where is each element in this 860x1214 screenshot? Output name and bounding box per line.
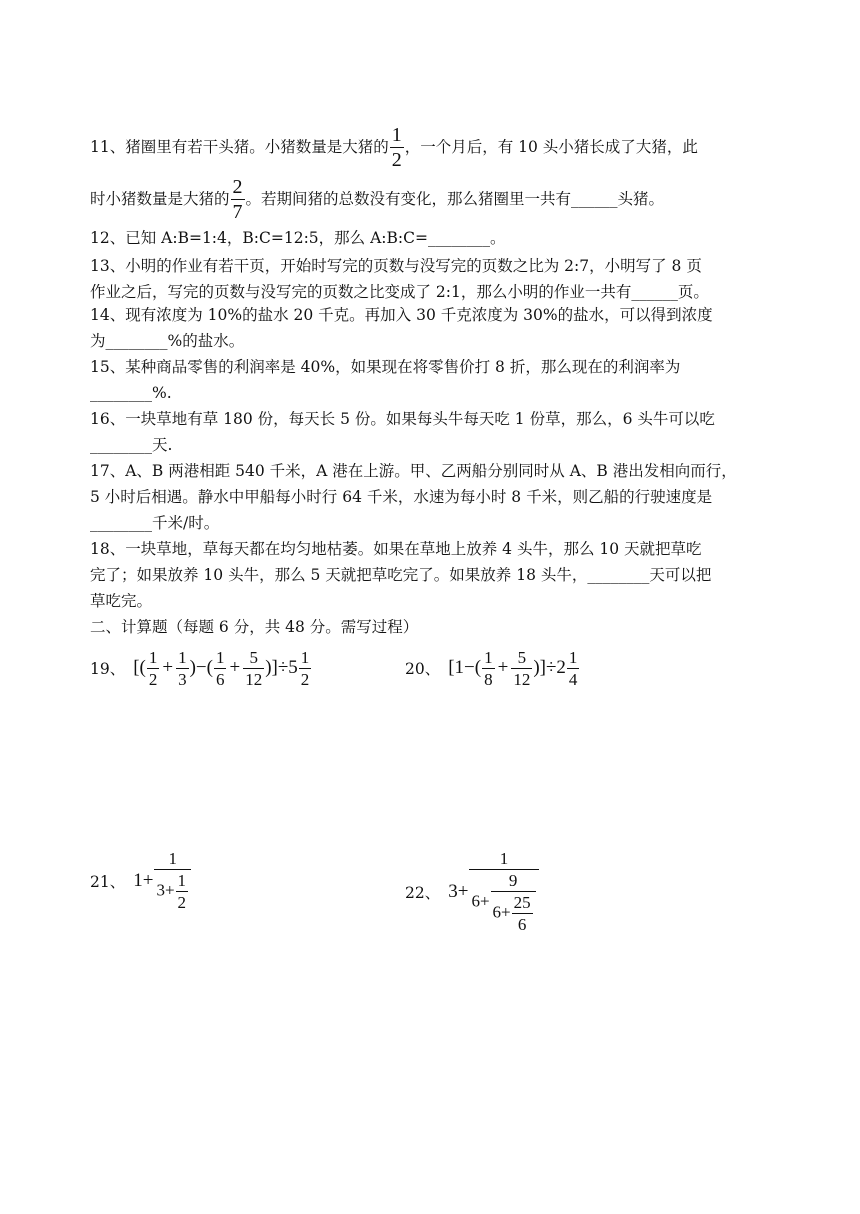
q22-l3-den: 6: [512, 913, 533, 933]
q20-label: 20、: [405, 660, 441, 678]
q11-fraction-1: [390, 125, 404, 170]
q20-fraction-b: [511, 649, 532, 688]
q22-l2-lead: 6+: [471, 891, 490, 911]
q19-label: 19、: [90, 660, 126, 678]
question-17-line-3: ________千米/时。: [90, 514, 220, 532]
q22-level-2-fraction: [491, 872, 536, 933]
q22-l3-num: 25: [513, 893, 531, 912]
q11-text-1: 11、猪圈里有若干头猪。小猪数量是大猪的: [90, 138, 389, 156]
question-15-line-2: ________%.: [90, 384, 172, 402]
q22-l2-num: 9: [508, 871, 518, 890]
question-14-line-2: 为________%的盐水。: [90, 332, 245, 350]
q19-c-num: 1: [215, 647, 225, 667]
q22-level-3-fraction: [512, 894, 533, 933]
section-2-title: 二、计算题（每题 6 分，共 48 分。需写过程）: [90, 618, 419, 636]
q20-a-den: 8: [484, 669, 493, 689]
q21-den-lead: 3+: [156, 880, 175, 900]
q19-fraction-b: [176, 649, 189, 688]
question-14-line-1: 14、现有浓度为 10%的盐水 20 千克。再加入 30 千克浓度为 30%的盐水，可以得到浓度: [90, 306, 713, 324]
q20-b-num: 5: [517, 647, 527, 667]
q22-l2-den: [491, 891, 536, 933]
q19-fraction-f: [299, 649, 312, 688]
question-11-line-2: [90, 176, 664, 222]
q11-text-4: 。若期间猪的总数没有变化，那么猪圈里一共有______头猪。: [245, 190, 665, 208]
q21-denominator: [154, 869, 191, 911]
question-16-line-1: 16、一块草地有草 180 份，每天长 5 份。如果每头牛每天吃 1 份草，那么，6 头牛可以吃: [90, 410, 715, 428]
question-15-line-1: 15、某种商品零售的利润率是 40%，如果现在将零售价打 8 折，那么现在的利润率为: [90, 358, 681, 376]
question-18-line-3: 草吃完。: [90, 592, 153, 610]
q19-mid: )−(: [189, 657, 213, 678]
q21-inner-den: 2: [177, 893, 187, 912]
q20-fraction-f: [567, 649, 580, 688]
q19-b-den: 3: [178, 669, 187, 689]
q22-label: 22、: [405, 883, 441, 902]
question-13-line-1: 13、小明的作业有若干页，开始时写完的页数与没写完的页数之比为 2:7，小明写了 8 页: [90, 257, 702, 275]
q21-inner-num: 1: [177, 871, 187, 890]
question-12: 12、已知 A:B=1:4，B:C=12:5，那么 A:B:C=________。: [90, 229, 506, 247]
q22-lead: 3+: [448, 880, 469, 902]
q11-frac2-numerator: 2: [232, 175, 243, 198]
q19-e-num: 5: [249, 647, 258, 667]
q20-b-den: 12: [513, 669, 531, 689]
q20-f-num: 1: [568, 647, 578, 667]
q11-frac2-denominator: 7: [232, 200, 243, 223]
q19-fraction-a: [147, 649, 160, 688]
q20-open: [1−(: [448, 657, 482, 678]
question-21: [90, 850, 192, 911]
q20-fraction-a: [482, 649, 495, 688]
q20-a-num: 1: [484, 647, 493, 667]
question-19: [90, 643, 312, 693]
q19-c-den: 6: [215, 669, 225, 689]
q11-fraction-2: [231, 177, 245, 222]
question-18-line-1: 18、一块草地，草每天都在均匀地枯萎。如果在草地上放养 4 头牛，那么 10 天就把草吃: [90, 540, 702, 558]
q20-close: )]÷2: [533, 657, 566, 678]
q19-a-num: 1: [148, 647, 158, 667]
question-22: [405, 850, 540, 933]
q22-denominator: [469, 869, 538, 933]
q19-e-den: 12: [245, 669, 263, 689]
q21-label: 21、: [90, 872, 126, 891]
q19-fraction-e: [243, 649, 264, 688]
q19-open: [(: [133, 657, 146, 678]
question-17-line-1: 17、A、B 两港相距 540 千米，A 港在上游。甲、乙两船分别同时从 A、B 港出发相向而行，: [90, 462, 737, 480]
q22-numerator: 1: [499, 849, 509, 868]
q19-close: )]÷5: [265, 657, 298, 678]
q11-text-3: 时小猪数量是大猪的: [90, 190, 230, 208]
question-17-line-2: 5 小时后相遇。静水中甲船每小时行 64 千米，水速为每小时 8 千米，则乙船的行驶速度是: [90, 488, 713, 506]
q20-f-den: 4: [568, 669, 578, 689]
q19-fraction-c: [214, 649, 227, 688]
q22-l3-lead: 6+: [492, 902, 511, 922]
q21-numerator: 1: [168, 849, 177, 868]
q19-f-den: 2: [300, 669, 310, 689]
q19-b-num: 1: [178, 647, 187, 667]
q20-plus-1: +: [497, 657, 509, 678]
q21-inner-fraction: [176, 872, 189, 911]
q19-a-den: 2: [148, 669, 158, 689]
q11-text-2: ，一个月后，有 10 头小猪长成了大猪，此: [404, 138, 698, 156]
question-11-line-1: [90, 124, 698, 170]
q19-plus-2: +: [229, 657, 241, 678]
q21-continued-fraction: [154, 850, 191, 911]
question-16-line-2: ________天.: [90, 436, 173, 454]
q11-frac1-numerator: 1: [391, 123, 402, 146]
question-20: [405, 643, 580, 693]
question-13-line-2: 作业之后，写完的页数与没写完的页数之比变成了 2:1，那么小明的作业一共有______页。: [90, 283, 709, 301]
q22-continued-fraction: [469, 850, 538, 933]
q21-lead: 1+: [133, 869, 154, 891]
q11-frac1-denominator: 2: [391, 148, 402, 171]
q19-f-num: 1: [300, 647, 310, 667]
q19-plus-1: +: [162, 657, 174, 678]
question-18-line-2: 完了；如果放养 10 头牛，那么 5 天就把草吃完了。如果放养 18 头牛，________天可以把: [90, 566, 712, 584]
